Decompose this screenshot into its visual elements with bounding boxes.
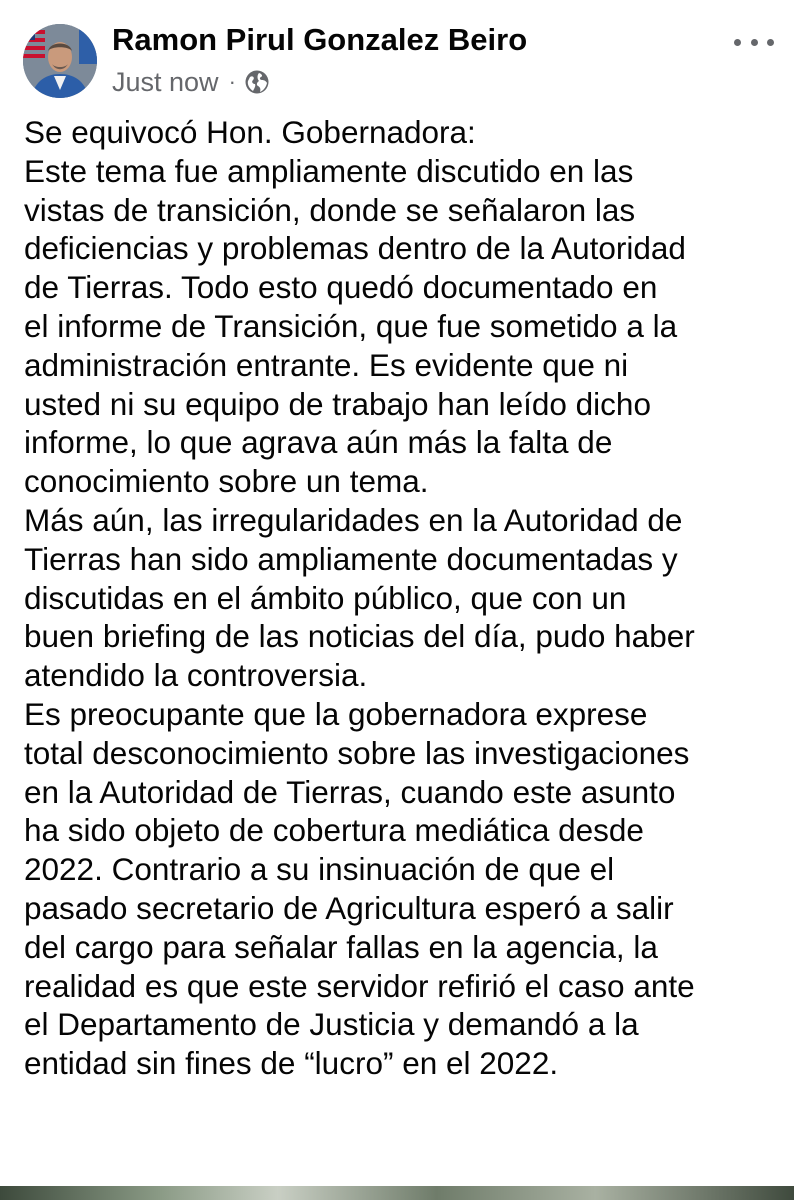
post-meta (112, 64, 270, 100)
avatar[interactable] (23, 24, 97, 98)
post-text-line: ha sido objeto de cobertura mediática desde (24, 812, 644, 849)
post-text-line: informe, lo que agrava aún más la falta de (24, 424, 613, 461)
post-text-line: Se equivocó Hon. Gobernadora: (24, 114, 476, 150)
post-text-line: buen briefing de las noticias del día, pudo haber (24, 618, 695, 655)
attached-media-preview[interactable] (0, 1186, 794, 1200)
post-text-line: entidad sin fines de “lucro” en el 2022. (24, 1045, 559, 1082)
post-text-line: realidad es que este servidor refirió el caso ante (24, 967, 695, 1004)
post-text-line: 2022. Contrario a su insinuación de que el (24, 851, 615, 888)
more-dot (734, 39, 741, 46)
post-text (24, 113, 784, 1083)
timestamp[interactable]: Just now (112, 66, 219, 97)
post-text-line: deficiencias y problemas dentro de la Autoridad (24, 230, 686, 267)
post-text-line: administración entrante. Es evidente que ni (24, 346, 629, 383)
meta-separator: · (228, 69, 236, 94)
post-text-line: vistas de transición, donde se señalaron las (24, 191, 636, 228)
post-text-line: en la Autoridad de Tierras, cuando este asunto (24, 773, 676, 810)
post-text-line: Más aún, las irregularidades en la Autoridad de (24, 501, 683, 538)
more-dot (751, 39, 758, 46)
post-text-line: total desconocimiento sobre las investigaciones (24, 734, 690, 771)
author-name[interactable]: Ramon Pirul Gonzalez Beiro (112, 22, 528, 57)
more-options-icon[interactable] (734, 30, 774, 54)
more-dot (767, 39, 774, 46)
post-text-line: el Departamento de Justicia y demandó a la (24, 1006, 639, 1043)
post-text-line: pasado secretario de Agricultura esperó a salir (24, 889, 674, 926)
post-header (0, 0, 794, 110)
post-text-line: Este tema fue ampliamente discutido en las (24, 152, 634, 189)
post-text-line: atendido la controversia. (24, 657, 368, 694)
post-text-line: Es preocupante que la gobernadora exprese (24, 695, 648, 732)
post-text-line: del cargo para señalar fallas en la agencia, la (24, 928, 658, 965)
avatar-image (23, 24, 97, 98)
post-text-line: Tierras han sido ampliamente documentadas y (24, 540, 678, 577)
post-text-line: de Tierras. Todo esto quedó documentado en (24, 269, 658, 306)
post-text-line: conocimiento sobre un tema. (24, 463, 429, 500)
post-text-line: el informe de Transición, que fue sometido a la (24, 307, 678, 344)
post-text-line: discutidas en el ámbito público, que con un (24, 579, 627, 616)
post-text-line: usted ni su equipo de trabajo han leído dicho (24, 385, 651, 422)
globe-icon[interactable] (244, 69, 270, 95)
